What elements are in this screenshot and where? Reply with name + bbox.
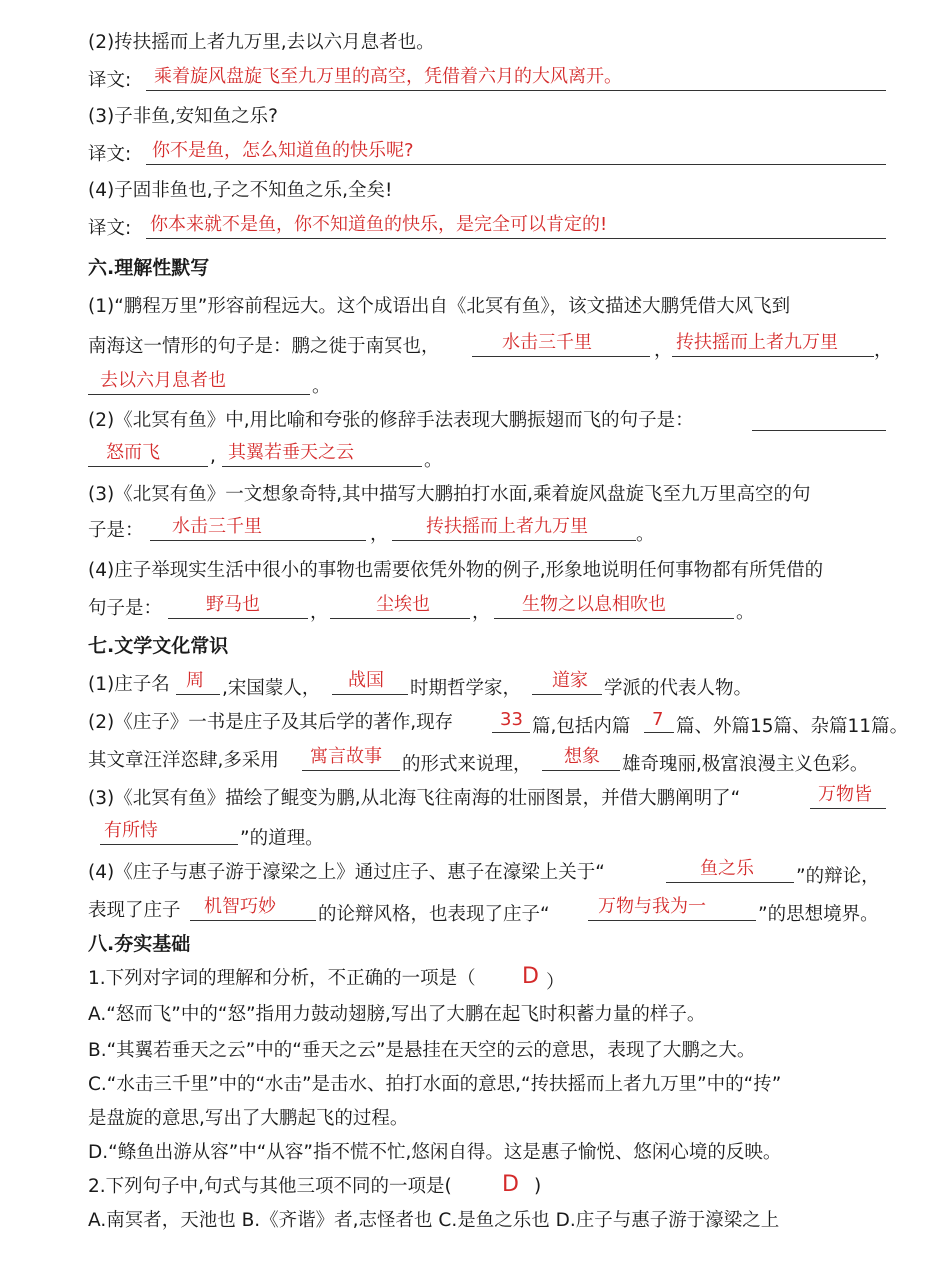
s7-q4-blank3	[588, 894, 756, 921]
s7-q2-text3: 篇、外篇15篇、杂篇11篇。	[676, 716, 909, 737]
period: 。	[312, 376, 331, 397]
q3-translation: 你不是鱼，怎么知道鱼的快乐呢?	[152, 140, 414, 161]
s7-q4-text5: ”的思想境界。	[758, 904, 879, 925]
s6-q4-answer2: 尘埃也	[376, 594, 430, 615]
s7-q3-text1: (3)《北冥有鱼》描绘了鲲变为鹏,从北海飞往南海的壮丽图景，并借大鹏阐明了“	[88, 788, 741, 809]
section-8-title: 八.夯实基础	[88, 933, 191, 955]
section-6-title: 六.理解性默写	[88, 257, 210, 279]
s8-q2-close: )	[534, 1176, 542, 1197]
s7-q2-answer4: 想象	[564, 746, 600, 767]
comma: ，	[874, 340, 893, 361]
s7-q2-blank2	[644, 706, 674, 733]
s7-q2-answer1: 33	[500, 709, 523, 730]
s7-q4-answer2: 机智巧妙	[204, 896, 276, 917]
s7-q2-text2: 篇,包括内篇	[532, 716, 631, 737]
comma: ，	[654, 340, 673, 361]
s6-q2-blank0	[752, 404, 886, 431]
s7-q1-blank2	[332, 668, 408, 695]
s7-q1-blank3	[532, 668, 602, 695]
comma: ，	[370, 524, 389, 545]
s6-q2-line1: (2)《北冥有鱼》中,用比喻和夸张的修辞手法表现大鹏振翅而飞的句子是：	[88, 410, 694, 431]
s8-q1-stem: 1.下列对字词的理解和分析，不正确的一项是（	[88, 968, 476, 989]
s8-q2-options: A.南冥者，天池也 B.《齐谐》者,志怪者也 C.是鱼之乐也 D.庄子与惠子游于濠梁之上	[88, 1210, 780, 1231]
s7-q1-answer3: 道家	[552, 670, 588, 691]
q2-sentence: (2)抟扶摇而上者九万里,去以六月息者也。	[88, 32, 435, 53]
q4-translation: 你本来就不是鱼，你不知道鱼的快乐，是完全可以肯定的!	[150, 214, 608, 235]
s7-q2-text4: 其文章汪洋恣肆,多采用	[88, 750, 279, 771]
s6-q1-line1: (1)“鹏程万里”形容前程远大。这个成语出自《北冥有鱼》，该文描述大鹏凭借大风飞到	[88, 296, 791, 317]
s6-q1-answer1: 水击三千里	[502, 332, 592, 353]
s7-q4-text2: ”的辩论，	[796, 866, 880, 887]
s7-q2-text5: 的形式来说理，	[402, 754, 532, 775]
s7-q3-answer-part1: 万物皆	[818, 784, 872, 805]
q4-translation-field	[146, 212, 886, 239]
s7-q4-answer1: 鱼之乐	[700, 858, 754, 879]
comma: ，	[472, 602, 491, 623]
s6-q4-blank3	[494, 592, 734, 619]
s7-q4-blank1	[666, 856, 794, 883]
s8-q2-stem: 2.下列句子中,句式与其他三项不同的一项是(	[88, 1176, 452, 1197]
s6-q1-line2: 南海这一情形的句子是：鹏之徙于南冥也，	[88, 336, 440, 357]
s7-q1-text3: 时期哲学家，	[410, 678, 522, 699]
s7-q1-answer1: 周	[186, 670, 204, 691]
s6-q3-answer1: 水击三千里	[172, 516, 262, 537]
s6-q3-blank2	[392, 514, 636, 541]
s7-q2-blank3	[302, 744, 400, 771]
q2-translation-field	[146, 64, 886, 91]
comma: ，	[310, 602, 329, 623]
s8-q1-close: ）	[546, 972, 565, 993]
s6-q3-line1: (3)《北冥有鱼》一文想象奇特,其中描写大鹏拍打水面,乘着旋风盘旋飞至九万里高空的句	[88, 484, 811, 505]
s7-q2-answer2: 7	[652, 709, 664, 730]
s7-q3-blank1a	[810, 782, 886, 809]
s6-q4-prefix: 句子是：	[88, 598, 163, 619]
s6-q3-blank1	[150, 514, 366, 541]
s6-q1-answer3: 去以六月息者也	[100, 370, 226, 391]
s6-q2-blank2	[222, 440, 422, 467]
q4-sentence: (4)子固非鱼也,子之不知鱼之乐,全矣!	[88, 180, 393, 201]
translation-label: 译文:	[88, 70, 132, 91]
s7-q1-text2: ,宋国蒙人，	[222, 678, 321, 699]
s7-q2-blank4	[542, 744, 620, 771]
s7-q2-blank1	[492, 706, 530, 733]
s8-q1-option-d: D.“鲦鱼出游从容”中“从容”指不慌不忙,悠闲自得。这是惠子愉悦、悠闲心境的反映。	[88, 1142, 782, 1163]
s7-q1-blank1	[176, 668, 220, 695]
s6-q1-blank1	[472, 330, 650, 357]
s7-q4-text1: (4)《庄子与惠子游于濠梁之上》通过庄子、惠子在濠梁上关于“	[88, 862, 605, 883]
s6-q2-answer1: 怒而飞	[106, 442, 160, 463]
q2-translation: 乘着旋风盘旋飞至九万里的高空，凭借着六月的大风离开。	[154, 66, 622, 87]
s7-q3-answer-part2: 有所恃	[104, 820, 158, 841]
s7-q4-text3: 表现了庄子	[88, 900, 181, 921]
period: 。	[636, 524, 655, 545]
s6-q4-answer1: 野马也	[206, 594, 260, 615]
s7-q2-answer3: 寓言故事	[310, 746, 382, 767]
translation-label: 译文:	[88, 144, 132, 165]
s6-q4-blank2	[330, 592, 470, 619]
q3-translation-field	[146, 138, 886, 165]
s7-q3-blank1b	[100, 818, 238, 845]
s7-q1-text1: (1)庄子名	[88, 674, 170, 695]
s8-q1-option-b: B.“其翼若垂天之云”中的“垂天之云”是悬挂在天空的云的意思，表现了大鹏之大。	[88, 1040, 756, 1061]
s8-q2-answer: D	[502, 1172, 519, 1197]
s6-q3-prefix: 子是：	[88, 520, 144, 541]
period: 。	[736, 602, 755, 623]
s7-q4-blank2	[190, 894, 316, 921]
period: 。	[424, 450, 443, 471]
s6-q1-blank2	[672, 330, 874, 357]
s7-q2-text6: 雄奇瑰丽,极富浪漫主义色彩。	[622, 754, 869, 775]
s6-q4-answer3: 生物之以息相吹也	[522, 594, 666, 615]
s7-q4-text4: 的论辩风格，也表现了庄子“	[318, 904, 550, 925]
s6-q1-answer2: 抟扶摇而上者九万里	[676, 332, 838, 353]
s8-q1-option-c-line1: C.“水击三千里”中的“水击”是击水、拍打水面的意思,“抟扶摇而上者九万里”中的“抟”	[88, 1074, 782, 1095]
section-7-title: 七.文学文化常识	[88, 635, 229, 657]
translation-label: 译文:	[88, 218, 132, 239]
s8-q1-option-c-line2: 是盘旋的意思,写出了大鹏起飞的过程。	[88, 1108, 409, 1129]
s7-q2-text1: (2)《庄子》一书是庄子及其后学的著作,现存	[88, 712, 454, 733]
s8-q1-option-a: A.“怒而飞”中的“怒”指用力鼓动翅膀,写出了大鹏在起飞时积蓄力量的样子。	[88, 1004, 706, 1025]
s7-q4-answer3: 万物与我为一	[598, 896, 706, 917]
s6-q4-blank1	[168, 592, 308, 619]
s6-q2-answer2: 其翼若垂天之云	[228, 442, 354, 463]
s7-q1-text4: 学派的代表人物。	[604, 678, 753, 699]
s6-q2-blank1	[88, 440, 208, 467]
s6-q1-blank3	[88, 368, 310, 395]
s6-q4-line1: (4)庄子举现实生活中很小的事物也需要依凭外物的例子,形象地说明任何事物都有所凭借的	[88, 560, 824, 581]
s6-q3-answer2: 抟扶摇而上者九万里	[426, 516, 588, 537]
s7-q3-text2: ”的道理。	[240, 828, 324, 849]
s7-q1-answer2: 战国	[348, 670, 384, 691]
s8-q1-answer: D	[522, 964, 539, 989]
comma: ,	[210, 446, 216, 467]
q3-sentence: (3)子非鱼,安知鱼之乐?	[88, 106, 278, 127]
